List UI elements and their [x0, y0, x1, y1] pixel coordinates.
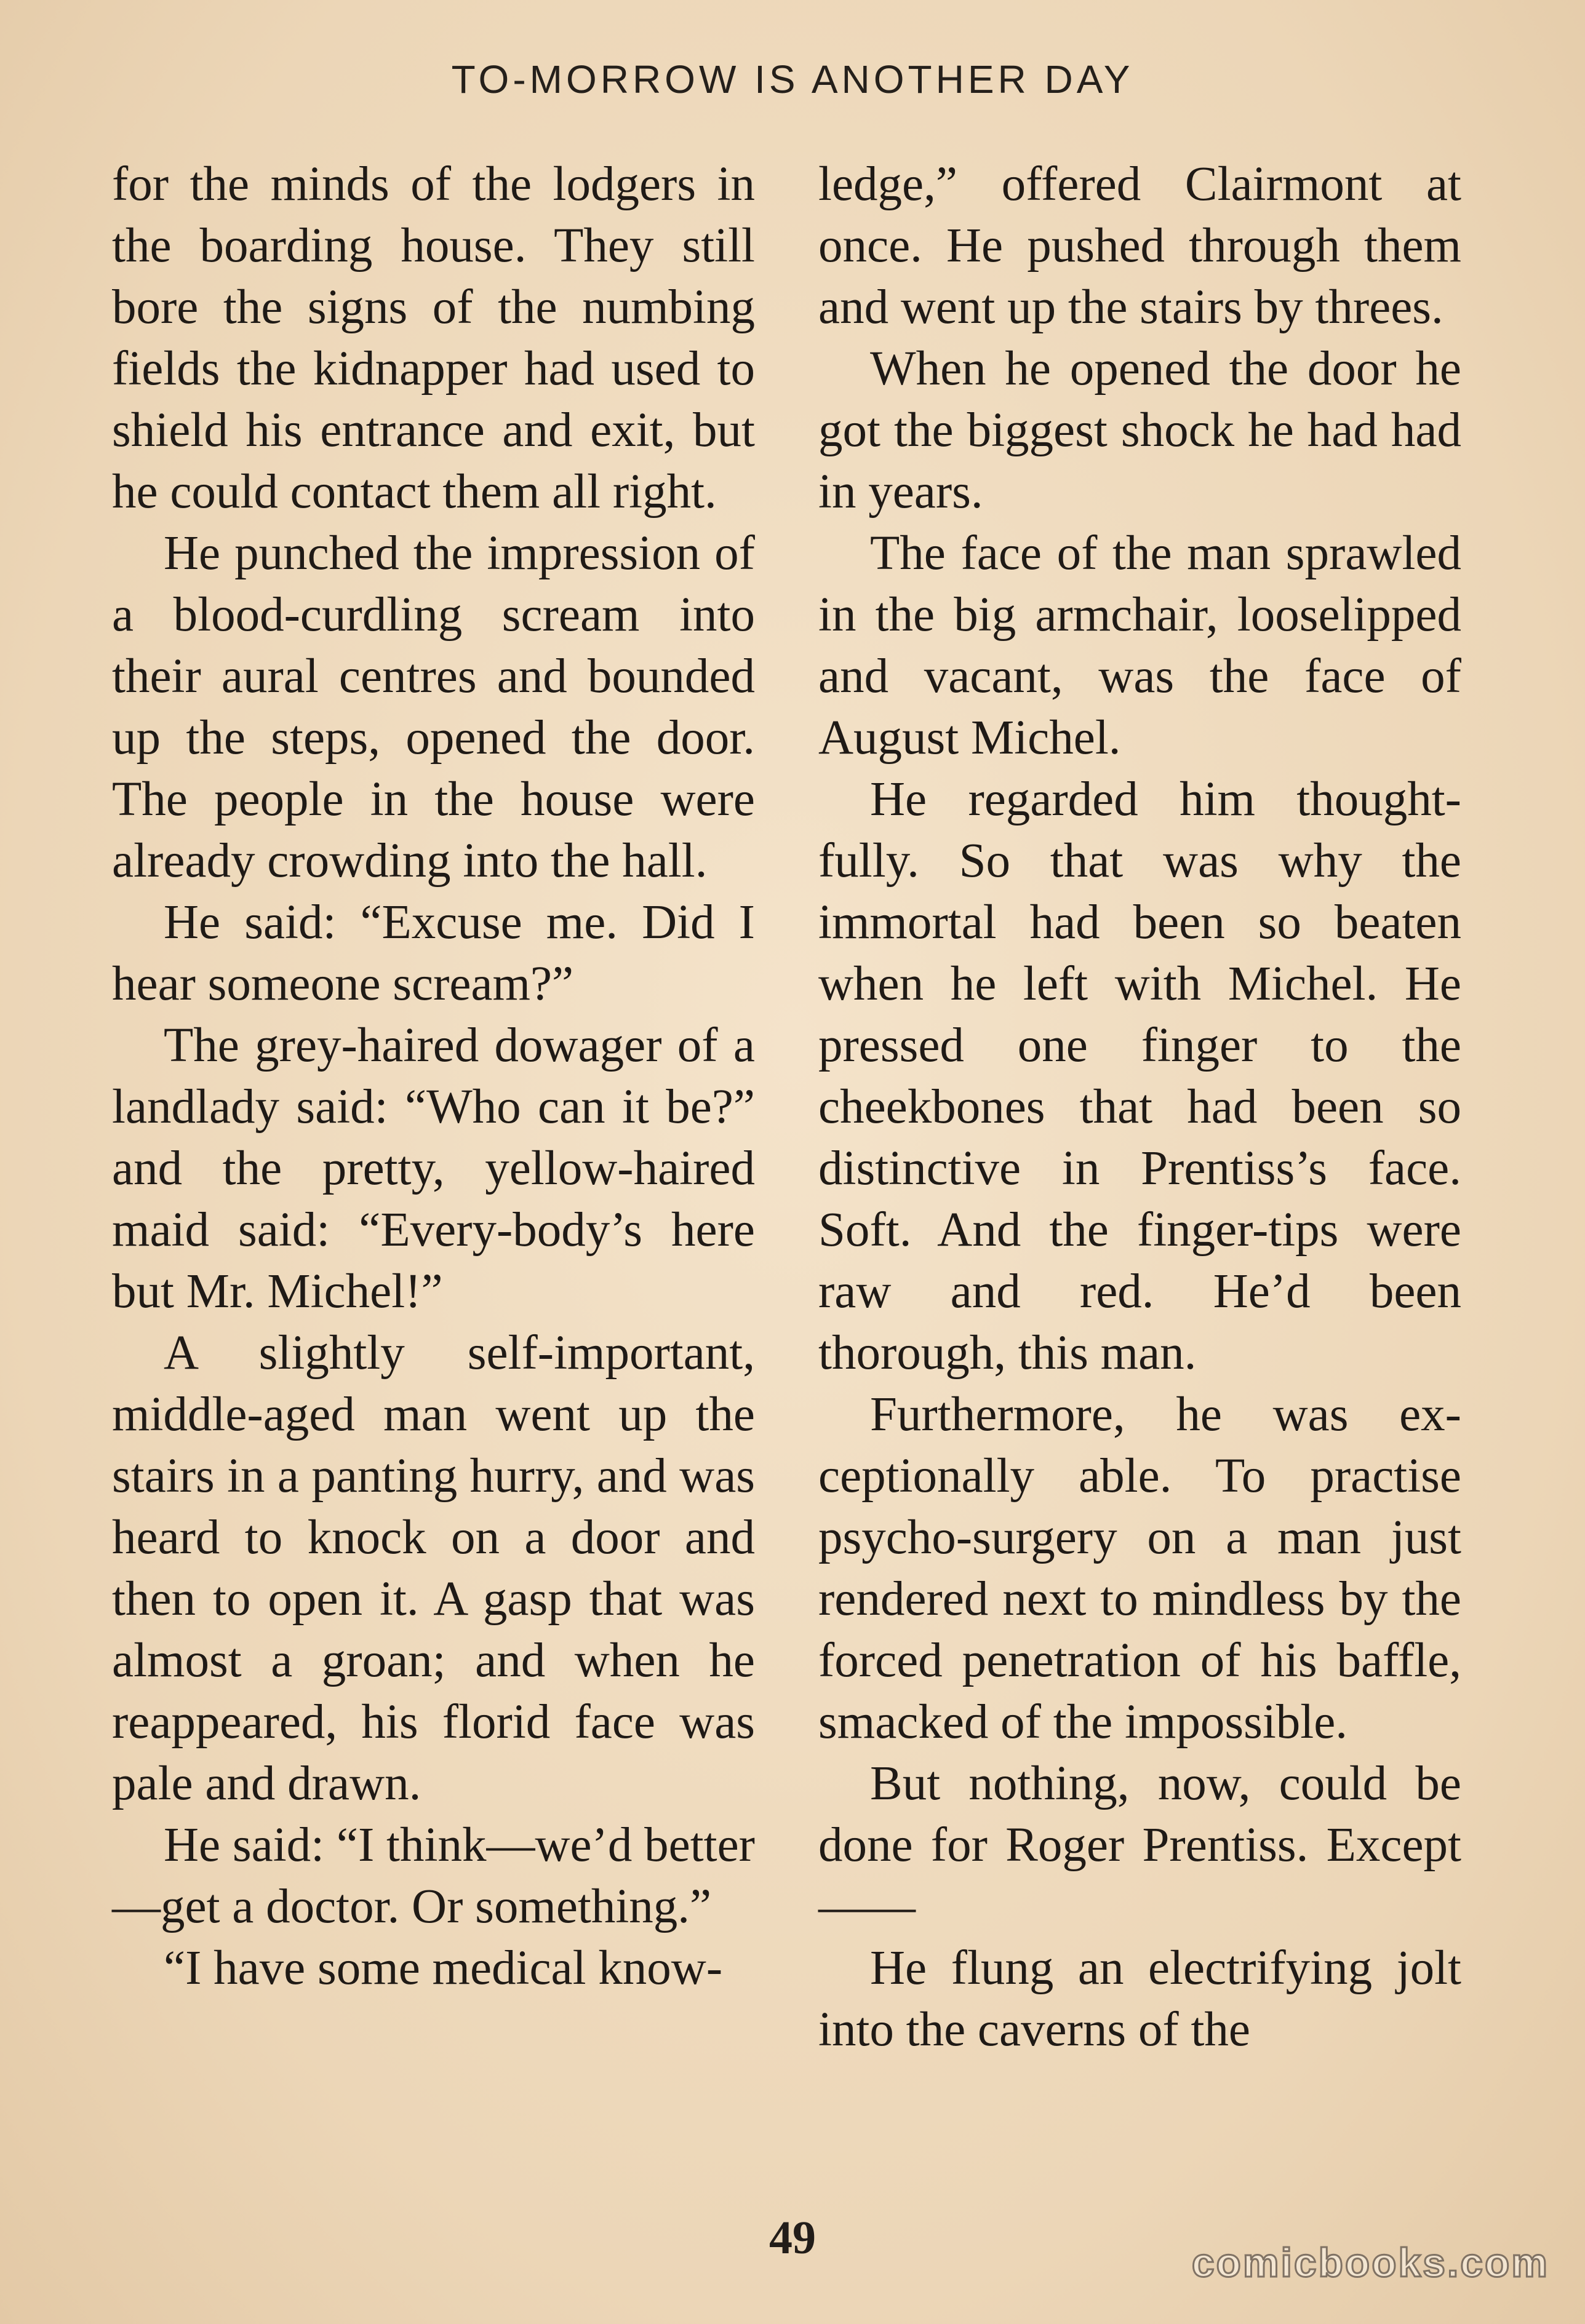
paragraph: The face of the man sprawled in the big armchair, looselipped and vacant, was the face of August Michel. — [818, 527, 1461, 765]
right-text-column — [818, 154, 1461, 2061]
paragraph: “I have some medical know- — [164, 1941, 723, 1995]
paragraph: A slightly self-important, middle-aged man went up the stairs in a panting hurry, and was heard to knock on a door and then to open it. A gasp that was almost a groan; and when he reappeared, his florid face was pale and drawn. — [112, 1326, 755, 1810]
watermark-logo: comicbooks.com — [1191, 2240, 1549, 2285]
paragraph: He said: “I think—we’d better—get a doctor. Or something.” — [112, 1818, 755, 1933]
paragraph: He flung an electrifying jolt into the caverns of the — [818, 1941, 1461, 2056]
running-title: TO-MORROW IS ANOTHER DAY — [451, 57, 1134, 101]
left-text-column — [112, 154, 755, 1999]
paragraph: When he opened the door he got the biggest shock he had had in years. — [818, 342, 1461, 519]
paragraph: He punched the impression of a blood-curdling scream into their aural centres and bounded up the steps, opened the door. The people in the house were already crowding into the hall. — [112, 527, 755, 888]
paragraph: He said: “Excuse me. Did I hear someone scream?” — [112, 896, 755, 1011]
paragraph: ledge,” offered Clairmont at once. He pushed through them and went up the stairs by threes. — [818, 157, 1461, 334]
page-number: 49 — [769, 2212, 816, 2264]
paragraph: But nothing, now, could be done for Roger Prentiss. Except—— — [818, 1757, 1461, 1933]
paragraph: The grey-haired dowager of a landlady said: “Who can it be?” and the pretty, yellow-haired maid said: “Every-body’s here but Mr. Michel!” — [112, 1019, 755, 1318]
paragraph: He regarded him thought-fully. So that was why the immortal had been so beaten when he left with Michel. He pressed one finger to the cheekbones that had been so distinctive in Prentiss’s face. Soft. And the finger-tips were raw and red. He’d been thorough, this man. — [818, 773, 1461, 1380]
paragraph: Furthermore, he was ex-ceptionally able. To practise psycho-surgery on a man just rendered next to mindless by the forced penetration of his baffle, smacked of the impossible. — [818, 1388, 1461, 1749]
paragraph: for the minds of the lodgers in the boarding house. They still bore the signs of the numbing fields the kidnapper had used to shield his entrance and exit, but he could contact them all right. — [112, 157, 755, 519]
